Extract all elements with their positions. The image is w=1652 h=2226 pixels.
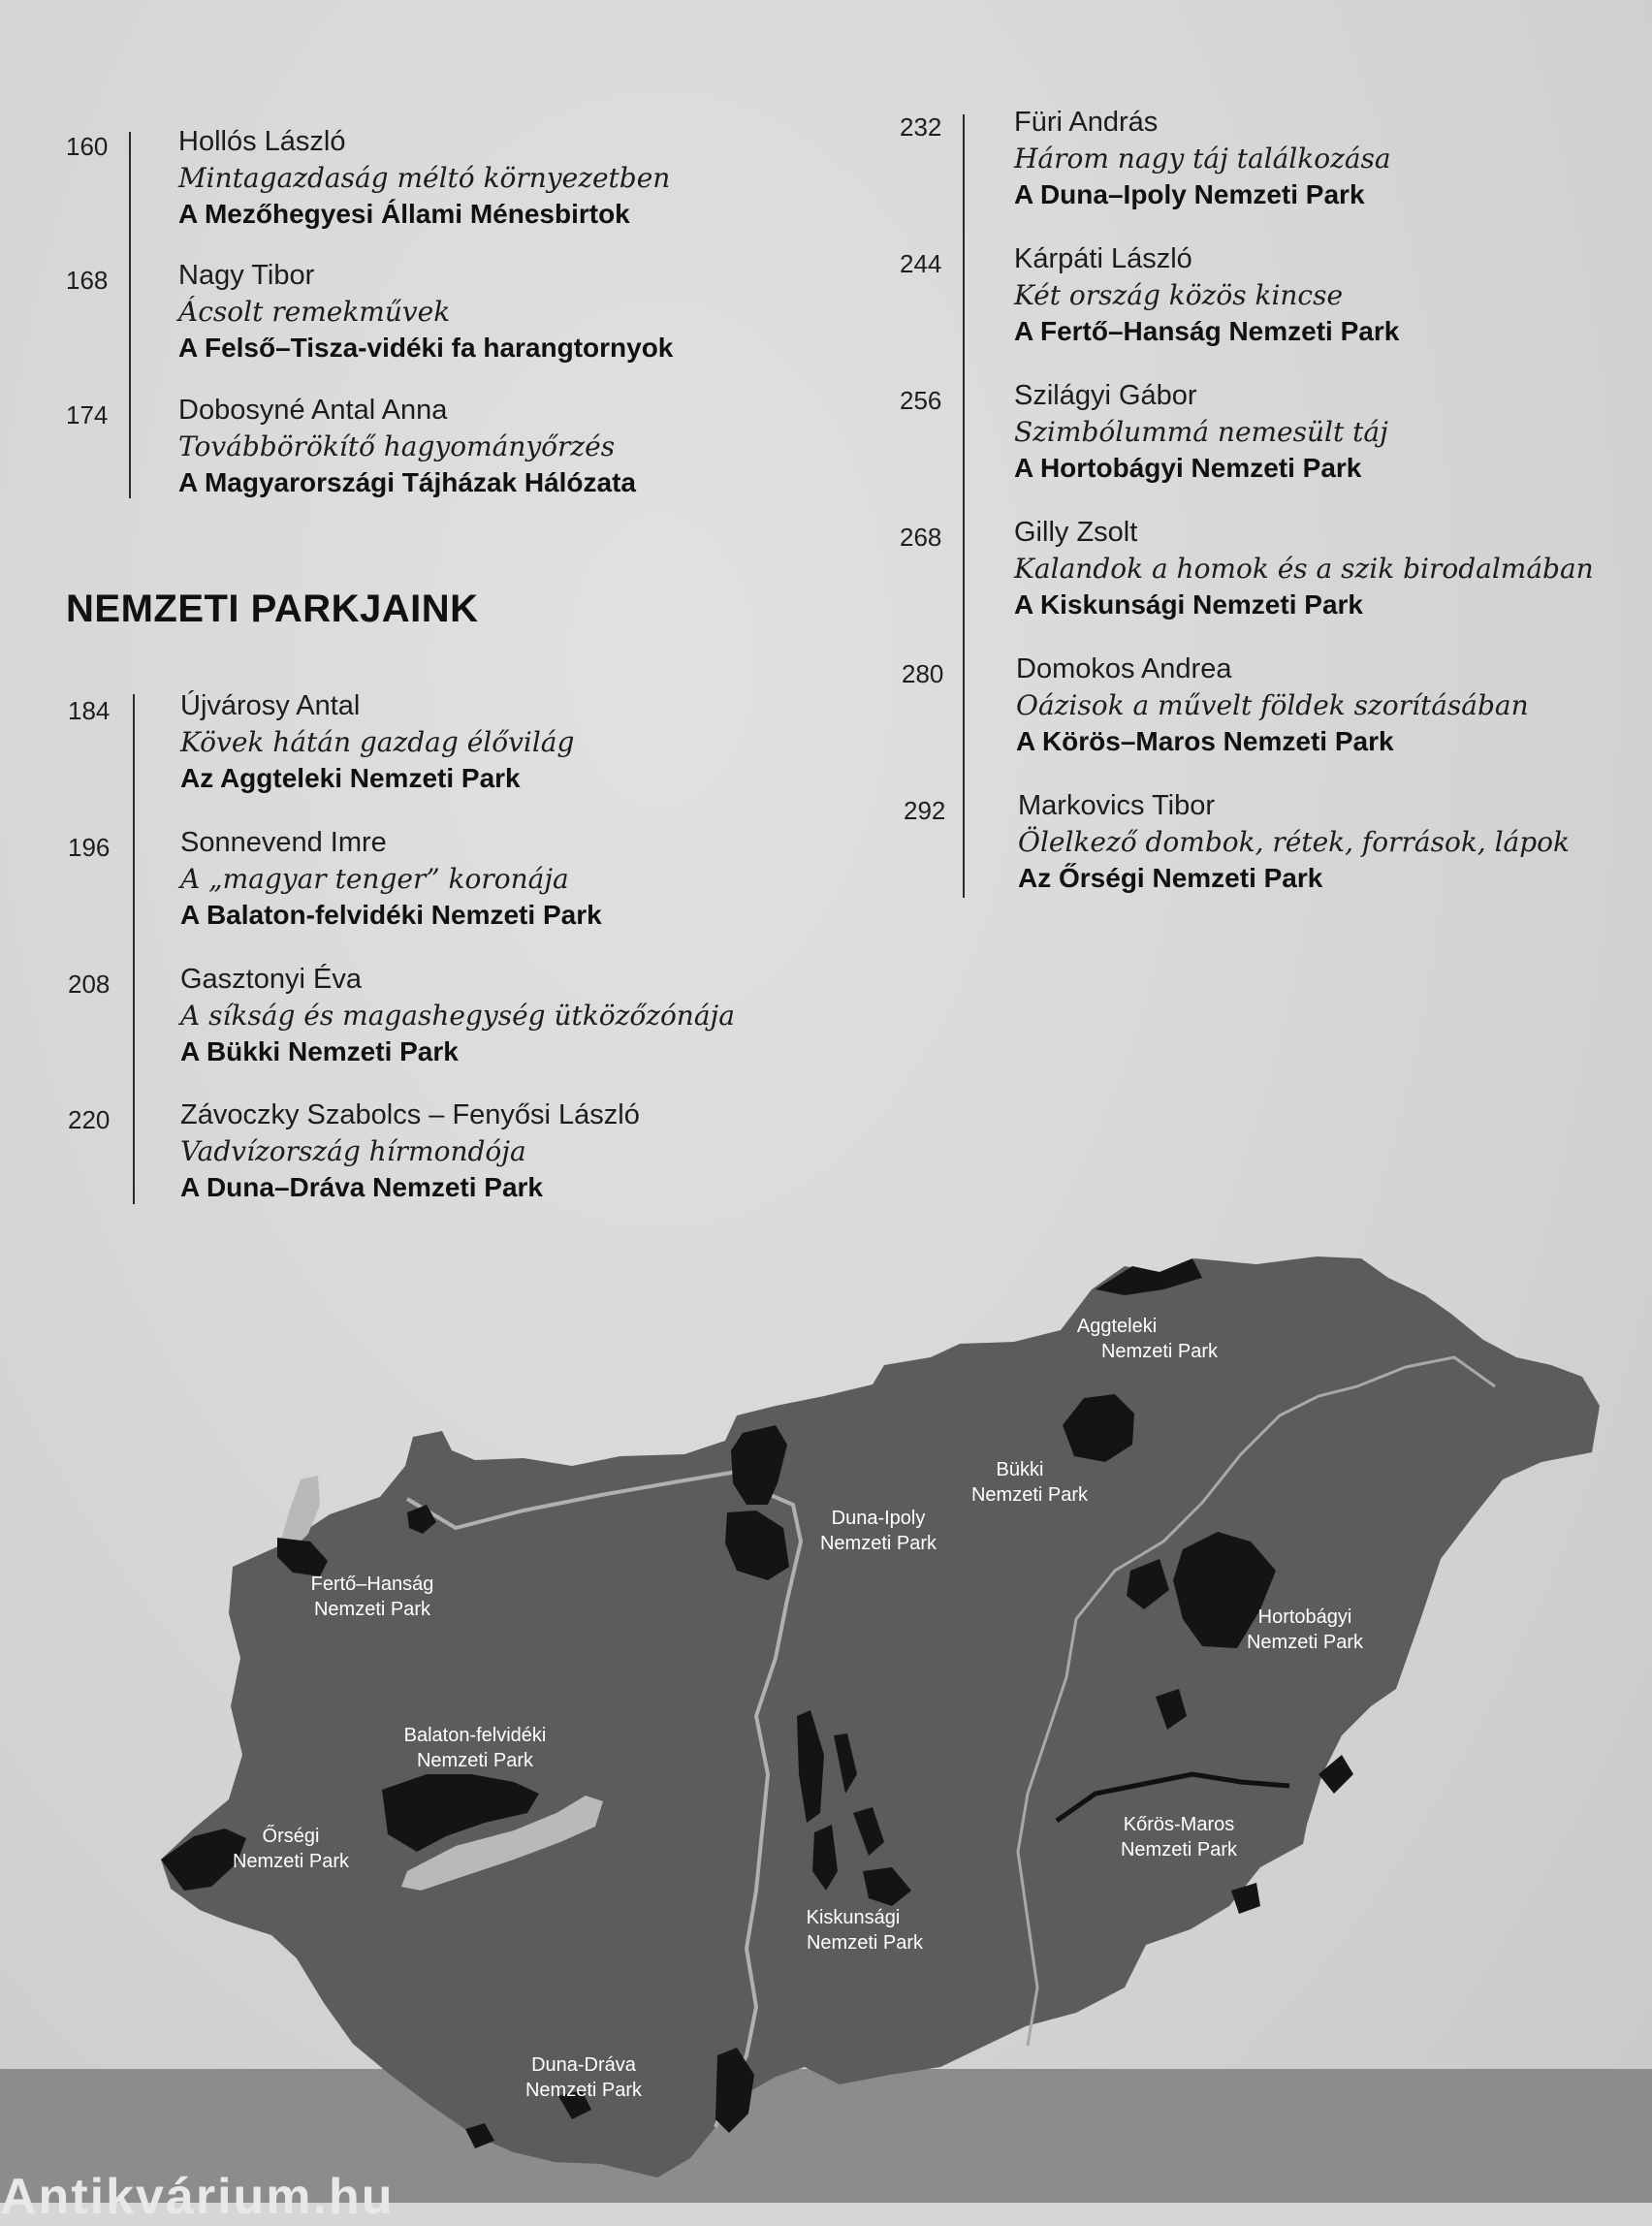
map-label-duna-ipoly-1: Duna-Ipoly (831, 1508, 926, 1529)
map-label-hortobagyi-2: Nemzeti Park (1246, 1632, 1364, 1653)
entry-title: A Kiskunsági Nemzeti Park (1014, 589, 1363, 620)
page-number: 184 (68, 696, 111, 725)
entry-subtitle: Két ország közös kincse (1014, 279, 1344, 311)
entry-author: Závoczky Szabolcs – Fenyősi László (180, 1099, 640, 1130)
page-number: 232 (900, 112, 942, 142)
entry-title: Az Őrségi Nemzeti Park (1018, 863, 1323, 893)
map-label-aggteleki-1: Aggteleki (1076, 1316, 1158, 1337)
entry-title: A Fertő–Hanság Nemzeti Park (1014, 316, 1400, 346)
map-label-hortobagyi-1: Hortobágyi (1257, 1606, 1352, 1628)
map-label-koros-maros-1: Kőrös-Maros (1123, 1814, 1235, 1835)
entry-title: A Duna–Ipoly Nemzeti Park (1014, 179, 1365, 209)
entry-author: Szilágyi Gábor (1014, 380, 1197, 411)
entry-title: A Felső–Tisza-vidéki fa harangtornyok (178, 333, 674, 363)
divider-line (963, 114, 965, 898)
entry-title: A Körös–Maros Nemzeti Park (1016, 726, 1394, 756)
page-number: 196 (68, 833, 111, 862)
page-number: 268 (900, 523, 942, 552)
page-number: 208 (68, 970, 111, 999)
entry-title: A Bükki Nemzeti Park (180, 1036, 459, 1066)
map-label-balaton-1: Balaton-felvidéki (403, 1725, 547, 1746)
entry-subtitle: A „magyar tenger” koronája (180, 863, 569, 895)
entry-subtitle: Vadvízország hírmondója (180, 1135, 526, 1167)
map-label-bukki-2: Nemzeti Park (970, 1484, 1089, 1506)
entry-subtitle: Ölelkező dombok, rétek, források, lápok (1018, 826, 1570, 858)
page-number: 292 (904, 796, 946, 825)
entry-author: Füri András (1014, 107, 1159, 138)
entry-author: Gilly Zsolt (1014, 517, 1138, 548)
hungary-map-svg (0, 1251, 1652, 2181)
map-label-ferto-hansag-1: Fertő–Hanság (310, 1574, 434, 1595)
entry-author: Markovics Tibor (1018, 790, 1216, 821)
map-label-orsegi-2: Nemzeti Park (232, 1851, 350, 1872)
map-label-bukki-1: Bükki (996, 1459, 1044, 1480)
entry-subtitle: Kövek hátán gazdag élővilág (180, 726, 575, 758)
entry-author: Nagy Tibor (178, 260, 315, 291)
page-number: 244 (900, 249, 942, 278)
page-number: 168 (66, 266, 109, 295)
section-title: NEMZETI PARKJAINK (66, 588, 479, 630)
entry-author: Újvárosy Antal (180, 690, 361, 721)
hungary-map (0, 1251, 1652, 2181)
map-label-koros-maros-2: Nemzeti Park (1120, 1839, 1238, 1860)
watermark: Antikvárium.hu (0, 2169, 395, 2225)
page-number: 280 (902, 659, 944, 688)
entry-author: Dobosyné Antal Anna (178, 395, 448, 426)
entry-author: Kárpáti László (1014, 243, 1192, 274)
entry-title: A Magyarországi Tájházak Hálózata (178, 467, 637, 497)
entry-author: Sonnevend Imre (180, 827, 387, 858)
map-label-duna-drava-2: Nemzeti Park (524, 2080, 643, 2101)
page-number: 174 (66, 400, 109, 429)
map-label-orsegi-1: Őrségi (262, 1826, 320, 1847)
entry-subtitle: Továbbörökítő hagyományőrzés (178, 430, 616, 462)
entry-author: Domokos Andrea (1016, 653, 1232, 684)
entry-subtitle: Szimbólummá nemesült táj (1014, 416, 1388, 448)
entry-title: Az Aggteleki Nemzeti Park (180, 763, 521, 793)
entry-subtitle: Mintagazdaság méltó környezetben (178, 162, 671, 194)
entry-title: A Hortobágyi Nemzeti Park (1014, 453, 1362, 483)
entry-author: Gasztonyi Éva (180, 964, 362, 995)
country-shape (161, 1256, 1600, 2178)
page-number: 220 (68, 1105, 111, 1134)
entry-subtitle: Három nagy táj találkozása (1014, 143, 1391, 175)
entry-title: A Duna–Dráva Nemzeti Park (180, 1172, 544, 1202)
entry-subtitle: A síkság és magashegység ütközőzónája (180, 1000, 735, 1032)
entry-author: Hollós László (178, 126, 346, 157)
map-label-ferto-hansag-2: Nemzeti Park (313, 1599, 431, 1620)
map-label-aggteleki-2: Nemzeti Park (1100, 1341, 1219, 1362)
map-label-duna-drava-1: Duna-Dráva (531, 2054, 636, 2076)
divider-line (129, 132, 131, 498)
entry-title: A Mezőhegyesi Állami Ménesbirtok (178, 199, 630, 229)
map-label-kiskunsagi-2: Nemzeti Park (806, 1932, 924, 1954)
entry-subtitle: Kalandok a homok és a szik birodalmában (1014, 553, 1594, 585)
map-label-duna-ipoly-2: Nemzeti Park (819, 1533, 937, 1554)
map-label-kiskunsagi-1: Kiskunsági (806, 1907, 901, 1928)
page-number: 160 (66, 132, 109, 161)
map-label-balaton-2: Nemzeti Park (416, 1750, 534, 1771)
entry-subtitle: Oázisok a művelt földek szorításában (1016, 689, 1529, 721)
entry-title: A Balaton-felvidéki Nemzeti Park (180, 900, 602, 930)
page-number: 256 (900, 386, 942, 415)
entry-subtitle: Ácsolt remekművek (178, 296, 451, 328)
